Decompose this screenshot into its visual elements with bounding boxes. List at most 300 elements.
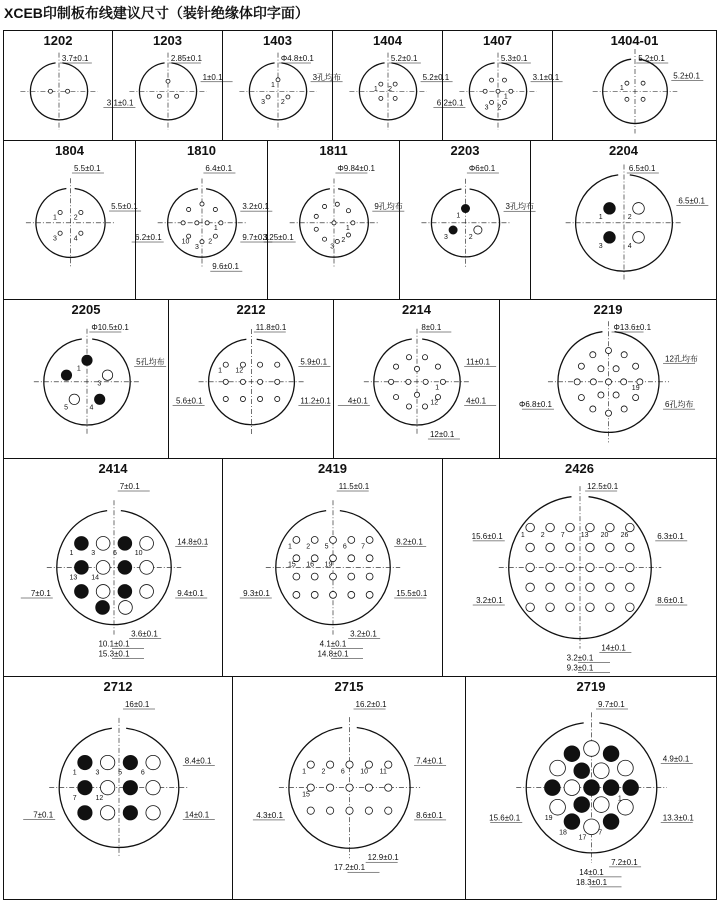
pin-hole (61, 370, 71, 380)
connector-model-label: 2712 (103, 679, 133, 694)
pin-hole (118, 585, 132, 599)
dimension-label: 10.1±0.1 (98, 639, 130, 649)
connector-model-label: 1810 (187, 143, 216, 158)
pin-hole (307, 784, 314, 791)
pin-hole (293, 537, 300, 544)
pin-hole (335, 239, 339, 243)
pin-hole (330, 537, 337, 544)
dimension-label: 6.2±0.1 (436, 98, 464, 108)
dimension-label: 11.5±0.1 (338, 482, 370, 491)
pin-number-label: 10 (360, 768, 369, 776)
pin-hole (633, 363, 639, 369)
pin-number-label: 1 (373, 86, 378, 94)
pin-number-label: 1 (435, 384, 440, 392)
pin-hole (379, 96, 383, 100)
dimension-label: 9.3±0.1 (243, 589, 270, 598)
dimension-label: 3孔均布 (505, 202, 535, 212)
pin-hole (365, 784, 372, 791)
pcb-layout-grid (3, 30, 717, 900)
pin-hole (584, 819, 603, 837)
pin-hole (566, 543, 575, 552)
connector-drawing (334, 300, 500, 459)
pin-hole (266, 95, 270, 99)
pin-hole (96, 601, 110, 615)
pin-hole (586, 583, 595, 592)
pin-hole (96, 561, 110, 575)
dimension-label: 5.5±0.1 (73, 164, 101, 173)
connector-drawing (4, 677, 234, 900)
pin-number-label: 3 (484, 104, 489, 112)
pin-number-label: 1 (345, 224, 350, 232)
pin-number-label: 16 (306, 561, 315, 569)
pin-hole (598, 392, 604, 398)
pin-hole (613, 366, 619, 372)
dimension-label: 9.7±0.1 (598, 700, 625, 709)
pin-hole (307, 761, 314, 768)
connector-outline (139, 63, 196, 120)
dimension-label: 16±0.1 (124, 700, 150, 709)
pin-hole (346, 761, 353, 768)
connector-model-label: 1203 (153, 33, 182, 48)
connector-model-label: 2204 (609, 143, 638, 158)
connector-model-label: 2219 (593, 302, 623, 317)
connector-cell (3, 677, 233, 900)
pin-number-label: 1 (503, 93, 508, 101)
pin-number-label: 1 (456, 212, 461, 220)
pin-hole (275, 396, 280, 401)
pin-number-label: 2 (627, 214, 632, 222)
connector-drawing (223, 459, 443, 677)
pin-hole (474, 226, 482, 234)
dimension-label: 4.9±0.1 (662, 754, 690, 764)
pin-number-label: 2 (341, 237, 346, 245)
pin-hole (550, 799, 566, 815)
pin-hole (258, 362, 263, 367)
connector-outline (30, 63, 87, 120)
pin-hole (564, 780, 580, 796)
pin-hole (140, 537, 154, 551)
pin-number-label: 1 (617, 795, 622, 803)
pin-hole (586, 563, 595, 572)
pin-hole (58, 231, 62, 235)
page-title: XCEB印制板布线建议尺寸（装针绝缘体印字面） (4, 5, 309, 21)
pin-hole (140, 585, 154, 599)
pin-hole (146, 755, 160, 769)
pin-number-label: 1 (302, 768, 307, 776)
dimension-label: 9.3±0.1 (566, 663, 594, 673)
pin-hole (335, 202, 339, 206)
pin-hole (385, 807, 392, 814)
dimension-label: 8.4±0.1 (184, 756, 212, 766)
pin-hole (566, 583, 575, 592)
connector-cell (3, 300, 169, 459)
dimension-label: 15.5±0.1 (396, 589, 428, 598)
dimension-label: 8.6±0.1 (657, 596, 684, 606)
pin-hole (348, 537, 355, 544)
connector-model-label: 1404 (373, 33, 402, 48)
dimension-label: 3.6±0.1 (131, 629, 158, 639)
pin-hole (393, 82, 397, 86)
pin-hole (626, 523, 635, 532)
dimension-label: 7±0.1 (30, 589, 51, 598)
pin-hole (348, 591, 355, 598)
connector-drawing (4, 459, 224, 677)
dimension-label: 6.3±0.1 (657, 531, 684, 541)
pin-hole (213, 207, 217, 211)
pin-hole (406, 404, 411, 409)
pin-hole (574, 763, 590, 779)
pin-hole (258, 379, 263, 384)
pin-number-label: 2 (73, 214, 78, 222)
pin-hole (326, 784, 333, 791)
dimension-label: 5.2±0.1 (638, 54, 665, 63)
pin-hole (140, 561, 154, 575)
connector-model-label: 2214 (402, 302, 431, 317)
pin-hole (490, 100, 494, 104)
dimension-label: 5.6±0.1 (175, 396, 203, 406)
pin-hole (605, 410, 611, 416)
dimension-label: 2.85±0.1 (170, 54, 202, 63)
pin-hole (366, 573, 373, 580)
dimension-label: 9.4±0.1 (177, 589, 204, 598)
dimension-label: 4±0.1 (347, 396, 368, 406)
pin-number-label: 3 (261, 98, 265, 106)
dimension-label: 12±0.1 (429, 430, 455, 440)
pin-hole (219, 221, 223, 225)
pin-hole (626, 543, 635, 552)
pin-hole (526, 583, 535, 592)
pin-number-label: 3 (194, 243, 199, 251)
connector-drawing (106, 31, 223, 142)
pin-hole (385, 761, 392, 768)
pin-hole (314, 214, 318, 218)
pin-hole (545, 780, 561, 796)
pin-number-label: 3 (53, 235, 57, 243)
pin-hole (385, 784, 392, 791)
pin-hole (584, 780, 600, 796)
pin-hole (366, 555, 373, 562)
dimension-label: 6.5±0.1 (678, 196, 706, 206)
pin-hole (526, 523, 535, 532)
pin-hole (123, 780, 137, 794)
pin-number-label: 6 (113, 550, 117, 558)
pin-hole (483, 89, 487, 93)
connector-model-label: 2414 (98, 461, 128, 476)
pin-hole (606, 543, 615, 552)
dimension-label: 5孔均布 (136, 357, 165, 367)
pin-number-label: 17 (578, 834, 587, 842)
pin-number-label: 1 (69, 550, 74, 558)
dimension-label: 4±0.1 (466, 396, 487, 406)
connector-cell (3, 141, 136, 300)
connector-drawing (4, 141, 137, 300)
pin-number-label: 3 (598, 243, 603, 251)
pin-hole (75, 537, 89, 551)
pin-hole (82, 355, 92, 365)
pin-number-label: 3 (330, 243, 335, 251)
pin-hole (633, 394, 639, 400)
pin-hole (606, 603, 615, 612)
pin-hole (66, 89, 70, 93)
connector-cell (223, 459, 443, 677)
dimension-label: 14.8±0.1 (177, 537, 209, 547)
pin-hole (449, 226, 457, 234)
connector-model-label: 2205 (71, 302, 101, 317)
pin-hole (564, 746, 580, 762)
pin-number-label: 1 (72, 769, 77, 777)
pin-hole (618, 760, 634, 776)
pin-hole (95, 394, 105, 404)
dimension-label: 13.3±0.1 (662, 813, 694, 823)
pin-hole (526, 543, 535, 552)
pin-hole (293, 573, 300, 580)
pin-hole (351, 221, 355, 225)
pin-number-label: 13 (580, 531, 589, 539)
pin-hole (323, 204, 327, 208)
pin-number-label: 7 (598, 829, 603, 837)
dimension-label: Φ13.6±0.1 (613, 323, 652, 332)
dimension-label: Φ6±0.1 (468, 164, 496, 173)
pin-hole (275, 362, 280, 367)
pin-number-label: 14 (91, 574, 100, 582)
pin-hole (223, 379, 228, 384)
pin-hole (314, 227, 318, 231)
pin-hole (584, 741, 600, 757)
pin-hole (389, 379, 394, 384)
connector-row (3, 30, 717, 141)
pin-hole (605, 347, 611, 353)
pin-hole (346, 209, 350, 213)
pin-hole (393, 96, 397, 100)
pin-hole (293, 555, 300, 562)
pin-hole (564, 814, 580, 830)
pin-hole (526, 563, 535, 572)
pin-hole (332, 221, 336, 225)
pin-hole (586, 543, 595, 552)
pin-hole (598, 366, 604, 372)
pin-number-label: 10 (134, 550, 143, 558)
pin-hole (625, 97, 629, 101)
pin-number-label: 3 (95, 769, 100, 777)
pin-hole (626, 583, 635, 592)
pin-hole (75, 561, 89, 575)
pin-hole (393, 364, 398, 369)
pin-hole (546, 563, 555, 572)
pin-number-label: 7 (361, 543, 366, 551)
pin-hole (625, 81, 629, 85)
connector-model-label: 2419 (318, 461, 347, 476)
pin-hole (566, 603, 575, 612)
pin-hole (546, 603, 555, 612)
pin-hole (48, 89, 52, 93)
connector-model-label: 2426 (565, 461, 594, 476)
connector-drawing (262, 141, 403, 300)
pin-hole (621, 406, 627, 412)
pin-number-label: 2 (306, 543, 311, 551)
pin-hole (633, 203, 645, 215)
pin-hole (586, 603, 595, 612)
pin-number-label: 19 (544, 815, 553, 823)
pin-hole (621, 352, 627, 358)
connector-cell (262, 141, 403, 300)
pin-number-label: 26 (620, 531, 629, 539)
dimension-label: 17.2±0.1 (333, 863, 366, 873)
pin-hole (200, 202, 204, 206)
pin-hole (414, 392, 419, 397)
pin-hole (440, 379, 445, 384)
pin-hole (330, 573, 337, 580)
pin-hole (311, 555, 318, 562)
pin-hole (96, 537, 110, 551)
pin-hole (379, 82, 383, 86)
dimension-label: 3.25±0.1 (262, 233, 294, 243)
dimension-label: 3孔均布 (312, 72, 342, 82)
dimension-label: 9孔均布 (374, 202, 403, 212)
pin-hole (606, 523, 615, 532)
connector-cell (443, 459, 717, 677)
pin-hole (566, 563, 575, 572)
pin-number-label: 1 (520, 531, 525, 539)
pin-hole (406, 355, 411, 360)
dimension-label: 9.6±0.1 (212, 262, 239, 272)
connector-outline (249, 63, 306, 120)
pin-hole (604, 232, 616, 244)
dimension-label: 15.6±0.1 (489, 813, 521, 823)
pin-hole (526, 603, 535, 612)
pin-hole (240, 396, 245, 401)
pin-hole (146, 806, 160, 820)
dimension-label: 4.3±0.1 (256, 810, 283, 820)
pin-hole (590, 379, 596, 385)
dimension-label: 12孔均布 (665, 354, 698, 364)
dimension-label: 14±0.1 (579, 867, 604, 877)
dimension-label: 6.4±0.1 (205, 164, 233, 173)
connector-model-label: 1804 (55, 143, 84, 158)
connector-model-label: 1202 (43, 33, 73, 48)
pin-hole (96, 585, 110, 599)
dimension-label: 3.7±0.1 (61, 54, 89, 63)
dimension-label: 5.2±0.1 (390, 54, 418, 63)
pin-hole (286, 95, 290, 99)
pin-number-label: 4 (89, 404, 94, 412)
pin-hole (78, 780, 92, 794)
pin-hole (604, 203, 616, 215)
dimension-label: 5.3±0.1 (500, 54, 528, 63)
dimension-label: 11.2±0.1 (300, 396, 331, 406)
pin-hole (496, 89, 500, 93)
pin-number-label: 1 (213, 224, 218, 232)
pin-hole (175, 94, 179, 98)
connector-model-label: 2212 (236, 302, 266, 317)
pin-hole (590, 352, 596, 358)
pin-number-label: 1 (287, 543, 292, 551)
pin-hole (435, 364, 440, 369)
dimension-label: Φ10.5±0.1 (91, 323, 129, 332)
pin-hole (633, 232, 645, 244)
dimension-label: 7.4±0.1 (416, 756, 443, 766)
connector-row (3, 677, 717, 900)
pin-number-label: 6 (342, 543, 347, 551)
pin-hole (330, 555, 337, 562)
dimension-label: 3.2±0.1 (566, 653, 594, 663)
connector-row (3, 300, 717, 459)
pin-hole (626, 603, 635, 612)
connector-drawing (500, 300, 717, 459)
pin-number-label: 20 (600, 531, 609, 539)
pin-hole (423, 379, 428, 384)
pin-hole (586, 523, 595, 532)
connector-cell (169, 300, 334, 459)
pin-hole (621, 379, 627, 385)
dimension-label: 12.9±0.1 (367, 853, 399, 863)
pin-hole (422, 404, 427, 409)
pin-hole (366, 591, 373, 598)
pin-hole (181, 221, 185, 225)
connector-model-label: 2715 (334, 679, 364, 694)
connector-drawing (136, 141, 268, 300)
dimension-label: 11±0.1 (466, 357, 490, 367)
pin-hole (490, 78, 494, 82)
pin-hole (200, 240, 204, 244)
pin-hole (574, 797, 590, 813)
pin-hole (311, 537, 318, 544)
pin-hole (166, 79, 170, 83)
pin-hole (593, 763, 609, 779)
connector-model-label: 1811 (319, 143, 348, 158)
dimension-label: 4.1±0.1 (319, 639, 347, 649)
pin-hole (323, 237, 327, 241)
dimension-label: 7±0.1 (33, 810, 54, 820)
connector-cell (223, 30, 342, 141)
pin-hole (346, 233, 350, 237)
dimension-label: 8.6±0.1 (416, 810, 443, 820)
connector-drawing (4, 300, 170, 459)
pin-hole (293, 591, 300, 598)
connector-cell (136, 141, 268, 300)
pin-hole (546, 523, 555, 532)
pin-hole (365, 761, 372, 768)
connector-drawing (531, 141, 717, 300)
pin-hole (213, 234, 217, 238)
pin-number-label: 5 (118, 769, 123, 777)
pin-number-label: 19 (631, 384, 640, 392)
pin-number-label: 12 (430, 399, 439, 407)
pin-hole (603, 746, 619, 762)
pin-number-label: 11 (379, 768, 387, 776)
pin-hole (78, 806, 92, 820)
pin-number-label: 7 (560, 531, 565, 539)
pin-hole (100, 755, 114, 769)
pin-hole (102, 370, 112, 380)
connector-drawing (400, 141, 535, 300)
pin-hole (119, 601, 133, 615)
connector-drawing (4, 31, 114, 142)
pin-hole (100, 780, 114, 794)
pin-hole (509, 89, 513, 93)
connector-cell (3, 459, 223, 677)
pin-number-label: 6 (340, 768, 345, 776)
pin-hole (590, 406, 596, 412)
connector-drawing (233, 677, 466, 900)
pin-number-label: 7 (72, 794, 77, 802)
pin-hole (593, 797, 609, 813)
dimension-label: 6.5±0.1 (628, 164, 656, 173)
pin-hole (240, 379, 245, 384)
connector-cell (500, 300, 717, 459)
pin-hole (275, 379, 280, 384)
pin-hole (79, 231, 83, 235)
pin-hole (606, 563, 615, 572)
